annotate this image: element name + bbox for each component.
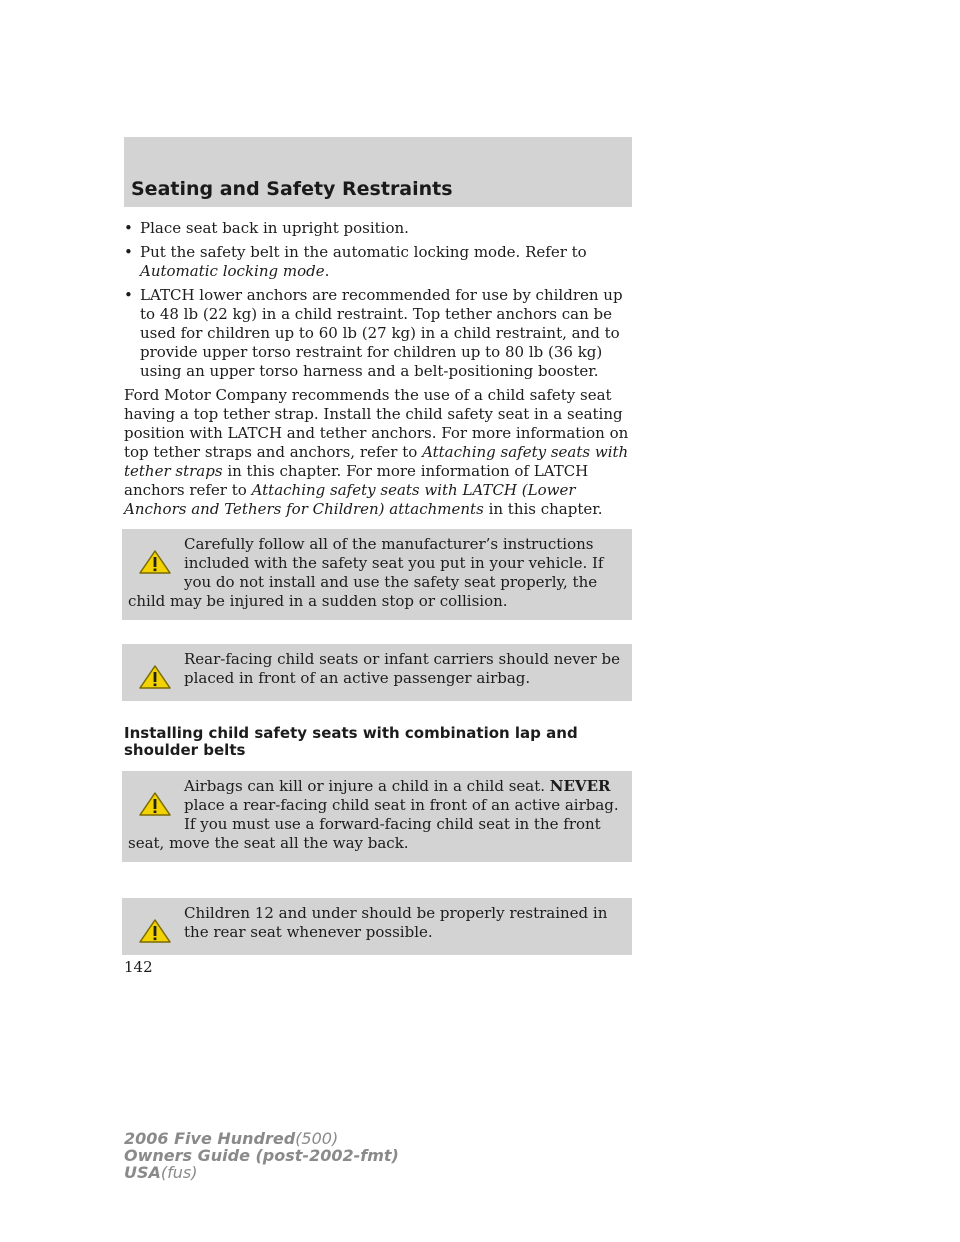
warning-text: Carefully follow all of the manufacturer’s instructions included with the safety seat you put in your vehicle. If you do not install and use the safety seat properly, the child may be injured in a sudden stop or collision. — [128, 535, 604, 610]
bullet-list — [124, 219, 632, 381]
section-title: Seating and Safety Restraints — [131, 178, 453, 200]
warning-triangle-icon — [138, 549, 172, 575]
warning-triangle-icon — [138, 664, 172, 690]
list-item: • Place seat back in upright position. — [124, 219, 632, 238]
emphasis: NEVER — [549, 777, 611, 795]
warning-box — [122, 898, 632, 955]
cross-reference: Automatic locking mode — [140, 262, 325, 280]
warning-triangle-icon — [138, 918, 172, 944]
warning-triangle-icon — [138, 791, 172, 817]
subheading: Installing child safety seats with combination lap and shoulder belts — [124, 724, 578, 759]
page-content — [124, 219, 632, 979]
section-header — [124, 137, 632, 207]
document-footer — [124, 1130, 399, 1181]
warning-text: Airbags can kill or injure a child in a child seat. NEVER place a rear-facing child seat in front of an active airbag. If you must use a forward-facing child seat in the front seat, move the seat all the way back. — [128, 777, 619, 852]
body-paragraph: Ford Motor Company recommends the use of a child safety seat having a top tether strap. Install the child safety seat in a seating position with LATCH and tether anchors. For more information on top tether straps and anchors, refer to Attaching safety seats with tether straps in this chapter. For more information of LATCH anchors refer to Attaching safety seats with LATCH (Lower Anchors and Tethers for Children) attachments in this chapter. — [124, 386, 629, 518]
list-item: • LATCH lower anchors are recommended for use by children up to 48 lb (22 kg) in a child restraint. Top tether anchors can be used for children up to 60 lb (27 kg) in a child restraint, and to provide upper torso restraint for children up to 80 lb (36 kg) using an upper torso harness and a belt-positioning booster. — [124, 286, 632, 381]
cross-reference: Attaching safety seats with LATCH (Lower Anchors and Tethers for Children) attachments — [124, 481, 576, 518]
footer-line: 2006 Five Hundred(500) — [124, 1129, 339, 1148]
warning-text: Rear-facing child seats or infant carriers should never be placed in front of an active passenger airbag. — [184, 650, 621, 687]
list-item: • Put the safety belt in the automatic locking mode. Refer to Automatic locking mode. — [124, 243, 632, 281]
footer-line: USA(fus) — [124, 1163, 198, 1182]
page-number: 142 — [124, 958, 153, 976]
warning-box — [122, 771, 632, 862]
warning-box — [122, 529, 632, 620]
footer-line: Owners Guide (post-2002-fmt) — [124, 1146, 399, 1165]
warning-box — [122, 644, 632, 701]
cross-reference: Attaching safety seats with tether straps — [124, 443, 629, 480]
warning-text: Children 12 and under should be properly restrained in the rear seat whenever possible. — [184, 904, 608, 941]
